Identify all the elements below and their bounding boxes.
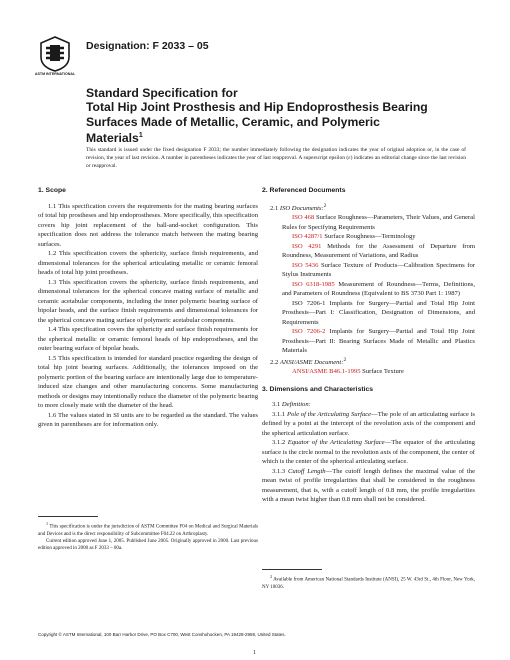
reference-code[interactable]: ISO 468 [292,214,315,222]
paragraph: 1.6 The values stated in SI units are to be regarded as the standard. The values given in parentheses are for information only. [38,411,258,428]
section-heading-referenced: 2. Referenced Documents [262,187,346,194]
section-heading-dimensions: 3. Dimensions and Characteristics [262,385,374,393]
reference-title: Implants for Surgery—Partial and Total Hip Joint Prosthesis—Part I: Classification, Designation of Dimensions, and Requirements [282,299,475,326]
reference-item [262,327,475,356]
footnote-mark: 1 [138,132,143,140]
standard-notice: This standard is issued under the fixed designation F 2033; the number immediately following the designation indicates the year of original adoption or, in the case of revision, the year of last revision. A number in parentheses indicates the year of last reapproval. A superscript epsilon (ε) indicates an editorial change since the last revision or reapproval. [86,147,466,170]
definition: 3.1.2 Equator of the Articulating Surface—The equator of the articulating surface is the circle normal to the revolution axis of the component, the center of which is the center of the spherical articulating surface. [262,439,475,466]
reference-item [262,280,475,299]
designation: Designation: F 2033 – 05 [86,40,209,52]
paragraph: 1.2 This specification covers the sphericity, surface finish requirements, and dimensional tolerances for the spherical articulating metallic or ceramic femoral heads of total hip joint prostheses. [38,250,258,276]
reference-item [262,213,475,232]
reference-title: Surface Roughness—Terminology [324,233,416,241]
reference-code[interactable]: ISO 4291 [292,242,322,250]
definition-intro: 3.1 Definition: [272,401,311,409]
astm-logo [34,36,76,76]
iso-documents-intro: 2.1 ISO Documents:$^2$ [270,202,327,212]
footnote-text: Current edition approved June 1, 2005. Published June 2005. Originally approved in 2000. Last previous edition approved in 2000 as F 2033 – 00a. [38,538,258,551]
reference-code[interactable]: ISO 4287/1 [292,233,323,241]
title-line: Total Hip Joint Prosthesis and Hip Endoprosthesis Bearing [86,100,428,115]
reference-title: Surface Texture of Products—Calibration Specimens for Stylus Instruments [282,261,475,279]
footnote-2 [262,569,475,591]
reference-title: Implants for Surgery—Partial and Total Hip Joint Prosthesis—Part II: Bearing Surfaces Made of Metallic and Plastics Materials [282,328,475,355]
title-line: Surfaces Made of Metallic, Ceramic, and Polymeric [86,114,380,129]
reference-link[interactable]: ANSI/ASME B46.1-1995 [292,368,361,376]
reference-item [262,232,475,242]
reference-title: Measurement of Roundness—Terms, Definitions, and Parameters of Roundness (Equivalent to BS 3730 Part 1: 1987) [282,280,475,298]
document-title [86,86,466,146]
title-line: Materials$^1$ [86,131,143,146]
copyright-line: Copyright © ASTM International, 100 Barr Harbor Drive, PO Box C700, West Conshohocken, PA 19428-2959, United States. [38,632,286,637]
footnote-text: $^1$ This specification is under the jurisdiction of ASTM Committee F04 on Medical and Surgical Materials and Devices and is the direct responsibility of Subcommittee F04.22 on Arthroplasty. [38,521,259,537]
page-number: 1 [253,650,256,656]
paragraph: 1.4 This specification covers the sphericity and surface finish requirements for the spherical metallic or ceramic femoral heads of hip endoprostheses, and the outer bearing surface of bipolar heads. [38,326,258,352]
reference-item: ANSI/ASME B46.1-1995 Surface Texture [292,368,404,376]
reference-item [262,299,475,328]
footnote-text: $^2$ Available from American National Standards Institute (ANSI), 25 W. 43rd St., 4th Floor, New York, NY 10036. [262,574,475,590]
definition: 3.1.1 Pole of the Articulating Surface—The pole of an articulating surface is defined by a point at the intercept of the revolution axis of the component and the spherical articulation surface. [262,410,476,437]
section-heading-scope: 1. Scope [38,187,66,194]
paragraph: 1.1 This specification covers the requirements for the mating bearing surfaces of total hip prostheses and hip endoprostheses. More specifically, this specification covers hip joint replacement of the ball-and-socket configuration. This specification does not address the tolerance match between the mating bearing surfaces. [38,202,258,248]
ansi-documents-intro: 2.2 ANSI/ASME Document:$^2$ [270,356,347,366]
footnote-rule [38,516,98,517]
reference-list [262,213,475,356]
logo-text: ASTM INTERNATIONAL [34,72,76,76]
right-column [262,186,475,505]
reference-code[interactable]: ISO 6318-1985 [292,280,335,288]
left-column [38,186,258,430]
definition: 3.1.3 Cutoff Length—The cutoff length defines the maximal value of the mean twist of profile irregularities that shall be considered in the roughness measurement, that is, with a cutoff length of 0.8 mm, the profile irregularities with a mean twist higher than 0.8 mm shall not be considered. [262,467,475,504]
reference-code[interactable]: ISO 7206-2 [292,328,326,336]
reference-title: Surface Roughness—Parameters, Their Values, and General Rules for Specifying Requirements [282,214,475,231]
footnote-rule [262,569,322,570]
footnote-1 [38,516,258,552]
reference-item [262,242,475,261]
reference-code: ISO 7206-1 [292,299,326,307]
reference-title: Methods for the Assessment of Departure from Roundness, Measurement of Variations, and Radius [282,242,476,260]
title-line: Standard Specification for [86,86,238,100]
paragraph: 1.3 This specification covers the sphericity, surface finish requirements, and dimensional tolerances for the spherical concave mating surface of metallic and ceramic acetabular components, including the inner polymeric bearing surface of bipolar heads, and the surface finish requirements and dimensional tolerances for the spherical concave mating surface of polymeric acetabular components. [38,278,258,324]
reference-code[interactable]: ISO 5436 [292,261,319,269]
reference-item [262,261,475,280]
paragraph: 1.5 This specification is intended for standard practice regarding the design of total hip joint bearing surfaces. Additionally, the tolerances imposed on the polymeric portion of the bearing surface are intentionally large due to temperature-induced size changes and other manufacturing concerns. Some manufacturing methods or designs may intentionally reduce the diameter of the polymeric bearing to more closely mate with the diameter of the head. [38,354,258,409]
